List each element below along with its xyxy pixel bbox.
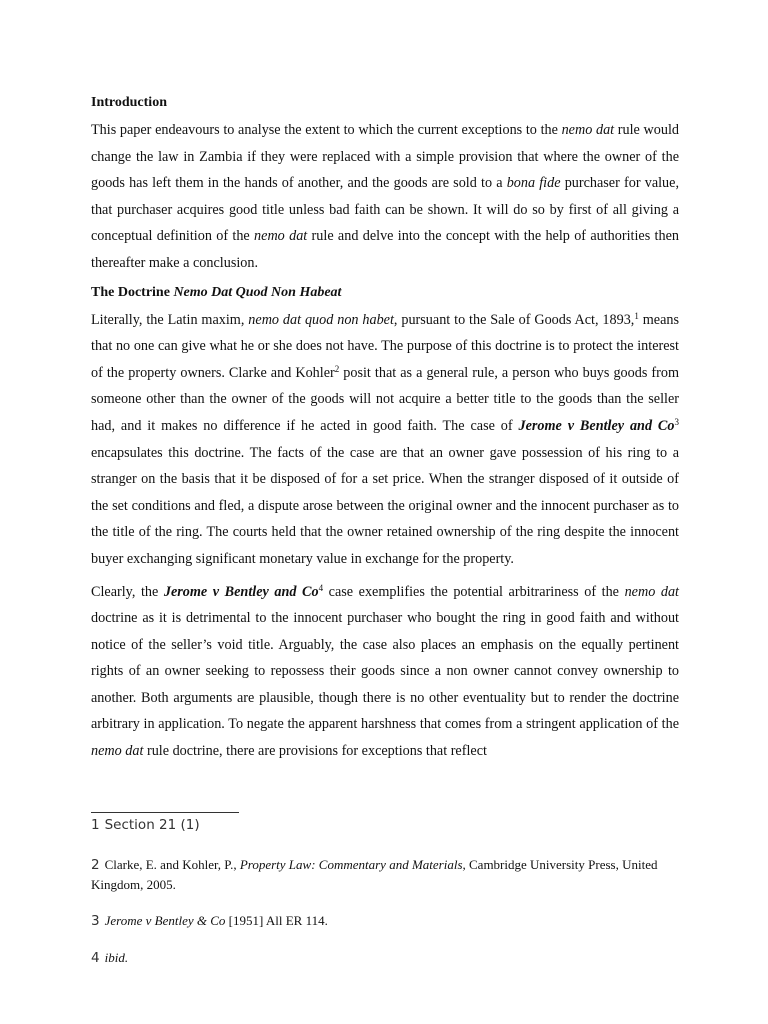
text-run: Clearly, the [91,583,164,600]
text-run: rule doctrine, there are provisions for exceptions that reflect [143,743,487,760]
body-text [91,93,679,765]
footnote-text: Cambridge University Press, United Kingdom, 2005. [91,857,658,892]
footnote-text: Clarke, E. and Kohler, P., [104,857,240,872]
text-run: doctrine as it is detrimental to the innocent purchaser who bought the ring in good faith and without notice of the seller’s void title. Arguably, the case also places an emphasis on the equally pertinent rights of an owner seeking to repossess their goods since a non owner cannot convey ownership to another. Both arguments are plausible, though there is no other eventuality but to render the doctrine arbitrary in application. To negate the apparent harshness that comes from a stringent application of the [91,610,679,733]
footnote-text: [1951] All ER 114. [225,913,328,928]
footnote-number: 1 [91,817,100,833]
footnote-case-name: Jerome v Bentley & Co [104,913,226,928]
footnote-number: 3 [91,913,100,929]
introduction-paragraph [91,117,679,277]
footnote-ref-2[interactable]: 2 [334,363,340,374]
text-run: posit that as a general rule, a person who buys goods from someone other than the owner of the goods will not acquire a better title to the goods than the seller had, and it makes no difference if he acted in good faith. The case of [91,364,679,434]
footnote-4 [91,948,731,968]
italic-term: nemo dat [561,122,615,138]
text-run: , pursuant to the Sale of Goods Act, 1893, [393,311,635,328]
text-run: Literally, the Latin maxim, [91,311,249,328]
footnote-text: Section 21 (1) [104,817,200,833]
text-run: rule and delve into the concept with the help of authorities then thereafter make a conclusion. [91,228,679,271]
footnote-number: 4 [91,950,100,966]
heading-text: The Doctrine [91,284,174,300]
italic-term: nemo dat [91,743,144,760]
doctrine-heading [91,283,679,303]
italic-term: nemo dat [254,228,308,245]
italic-term: nemo dat quod non habet [248,311,394,328]
footnote-ref-4[interactable]: 4 [318,582,324,593]
analysis-paragraph [91,579,679,765]
footnote-text: ibid. [104,950,129,965]
footnote-book-title: Property Law: Commentary and Materials, [239,857,466,872]
text-run: purchaser for value, that purchaser acquires good title unless bad faith can be shown. It will do so by first of all giving a conceptual definition of the [91,175,679,245]
footnote-3 [91,911,731,931]
text-run: case exemplifies the potential arbitrariness of the [323,583,625,600]
text-run: rule would change the law in Zambia if they were replaced with a simple provision that where the owner of the goods has left them in the hands of another, and the goods are sold to a [91,122,679,192]
case-name: Jerome v Bentley and Co [518,417,675,434]
case-name: Jerome v Bentley and Co [163,583,319,600]
introduction-heading: Introduction [91,95,167,110]
text-run: encapsulates this doctrine. The facts of the case are that an owner gave possession of his ring to a stranger on the basis that it be disposed of for a set price. When the stranger disposed of it outside of the set conditions and fled, a dispute arose between the original owner and the innocent purchaser as to the title of the ring. The courts held that the owner retained ownership of the ring despite the innocent buyer exchanging significant monetary value in exchange for the property. [91,444,679,567]
footnote-number: 2 [91,857,100,873]
italic-term: nemo dat [624,583,679,600]
text-run: means that no one can give what he or she does not have. The purpose of this doctrine is to protect the interest of the property owners. Clarke and Kohler [91,311,679,381]
doctrine-paragraph [91,307,679,573]
italic-term: bona fide [506,175,561,192]
footnote-ref-1[interactable]: 1 [634,310,639,321]
text-run: This paper endeavours to analyse the extent to which the current exceptions to the [91,122,562,138]
footnote-ref-3[interactable]: 3 [674,416,679,427]
footnote-1 [91,815,731,835]
heading-italic-text: Nemo Dat Quod Non Habeat [173,284,342,300]
footnote-separator [91,812,239,813]
footnote-2 [91,855,671,895]
